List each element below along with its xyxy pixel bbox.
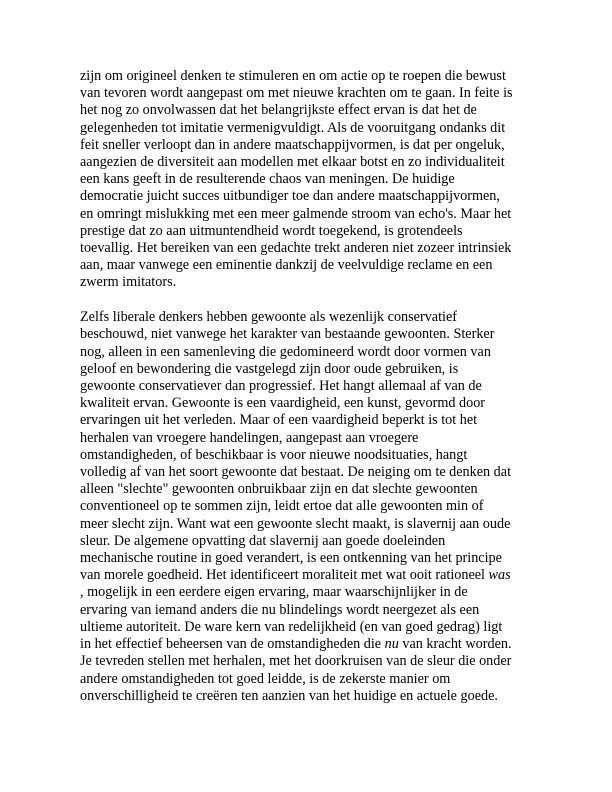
text-line: omstandigheden, of beschikbaar is voor nieuwe noodsituaties, hangt [80,446,468,463]
text-line: aan, maar vanwege een eminentie dankzij de veelvuldige reclame en een [80,257,493,274]
text-line: nog, alleen in een samenleving die gedomineerd wordt door vormen van [80,343,491,360]
text-line: kwaliteit ervan. Gewoonte is een vaardigheid, een kunst, gevormd door [80,395,486,412]
text-line: en omringt mislukking met een meer galmende stroom van echo's. Maar het [80,205,512,222]
italic-word: was [488,567,511,584]
text-line: zijn om origineel denken te stimuleren en om actie op te roepen die bewust [80,68,506,84]
text-line: conventioneel op te sommen zijn, leidt ertoe dat alle gewoonten min of [80,498,484,515]
text-line: zwerm imitators. [80,274,177,291]
paragraph-2 [80,309,550,705]
text-line: Je tevreden stellen met herhalen, met het doorkruisen van de sleur die onder [80,653,512,670]
text-segment: van morele goedheid. Het identificeert moraliteit met wat ooit rationeel [80,567,489,584]
text-line: volledig af van het soort gewoonte dat bestaat. De neiging om te denken dat [80,464,512,481]
text-line: van tevoren wordt aangepast om met nieuwe krachten om te gaan. In feite is [80,85,513,102]
text-line: Zelfs liberale denkers hebben gewoonte als wezenlijk conservatief [80,309,457,326]
text-segment: van kracht worden. [398,636,512,653]
text-line-with-italic [80,636,550,653]
text-line: aangezien de diversiteit aan modellen met elkaar botst en zo individualiteit [80,154,505,171]
text-line-with-italic [80,567,550,584]
text-line: , mogelijk in een eerdere eigen ervaring, maar waarschijnlijker in de [80,584,468,601]
text-line: onverschilligheid te creëren ten aanzien van het huidige en actuele goede. [80,687,498,704]
text-line: feit sneller verloopt dan in andere maatschappijvormen, is dat per ongeluk, [80,136,505,153]
paragraph-1 [80,68,550,292]
text-line: geloof en bewondering die vastgelegd zijn door oude gebruiken, is [80,360,459,377]
text-line: herhalen van vroegere handelingen, aangepast aan vroegere [80,429,419,446]
text-line: gewoonte conservatiever dan progressief. Het hangt allemaal af van de [80,378,482,395]
text-line: gelegenheden tot imitatie vermenigvuldigt. Als de vooruitgang ondanks dit [80,119,506,136]
text-line: beschouwd, niet vanwege het karakter van bestaande gewoonten. Sterker [80,326,495,343]
text-line: een kans geeft in de resulterende chaos van meningen. De huidige [80,171,455,188]
text-line: toevallig. Het bereiken van een gedachte trekt anderen niet zozeer intrinsiek [80,240,512,257]
text-line: het nog zo onvolwassen dat het belangrijkste effect ervan is dat het de [80,102,477,119]
text-line: ervaring van iemand anders die nu blindelings wordt neergezet als een [80,601,480,618]
text-line: mechanische routine in goed verandert, is een ontkenning van het principe [80,550,502,567]
text-segment: in het effectief beheersen van de omstandigheden die [80,636,385,653]
text-line: meer slecht zijn. Want wat een gewoonte slecht maakt, is slavernij aan oude [80,515,511,532]
text-line: democratie juicht succes uitbundiger toe dan andere maatschappijvormen, [80,188,500,205]
text-line: ervaringen uit het verleden. Maar of een vaardigheid beperkt is tot het [80,412,478,429]
text-line: alleen "slechte" gewoonten onbruikbaar zijn en dat slechte gewoonten [80,481,478,498]
text-line: sleur. De algemene opvatting dat slavernij aan goede doeleinden [80,532,446,549]
text-line: andere omstandigheden tot goed leidde, is de zekerste manier om [80,670,451,687]
text-line: ultieme autoriteit. De ware kern van redelijkheid (en van goed gedrag) ligt [80,618,503,635]
italic-word: nu [384,636,399,653]
text-line: prestige dat zo aan uitmuntendheid wordt toegekend, is grotendeels [80,222,463,239]
body-text [80,68,550,705]
